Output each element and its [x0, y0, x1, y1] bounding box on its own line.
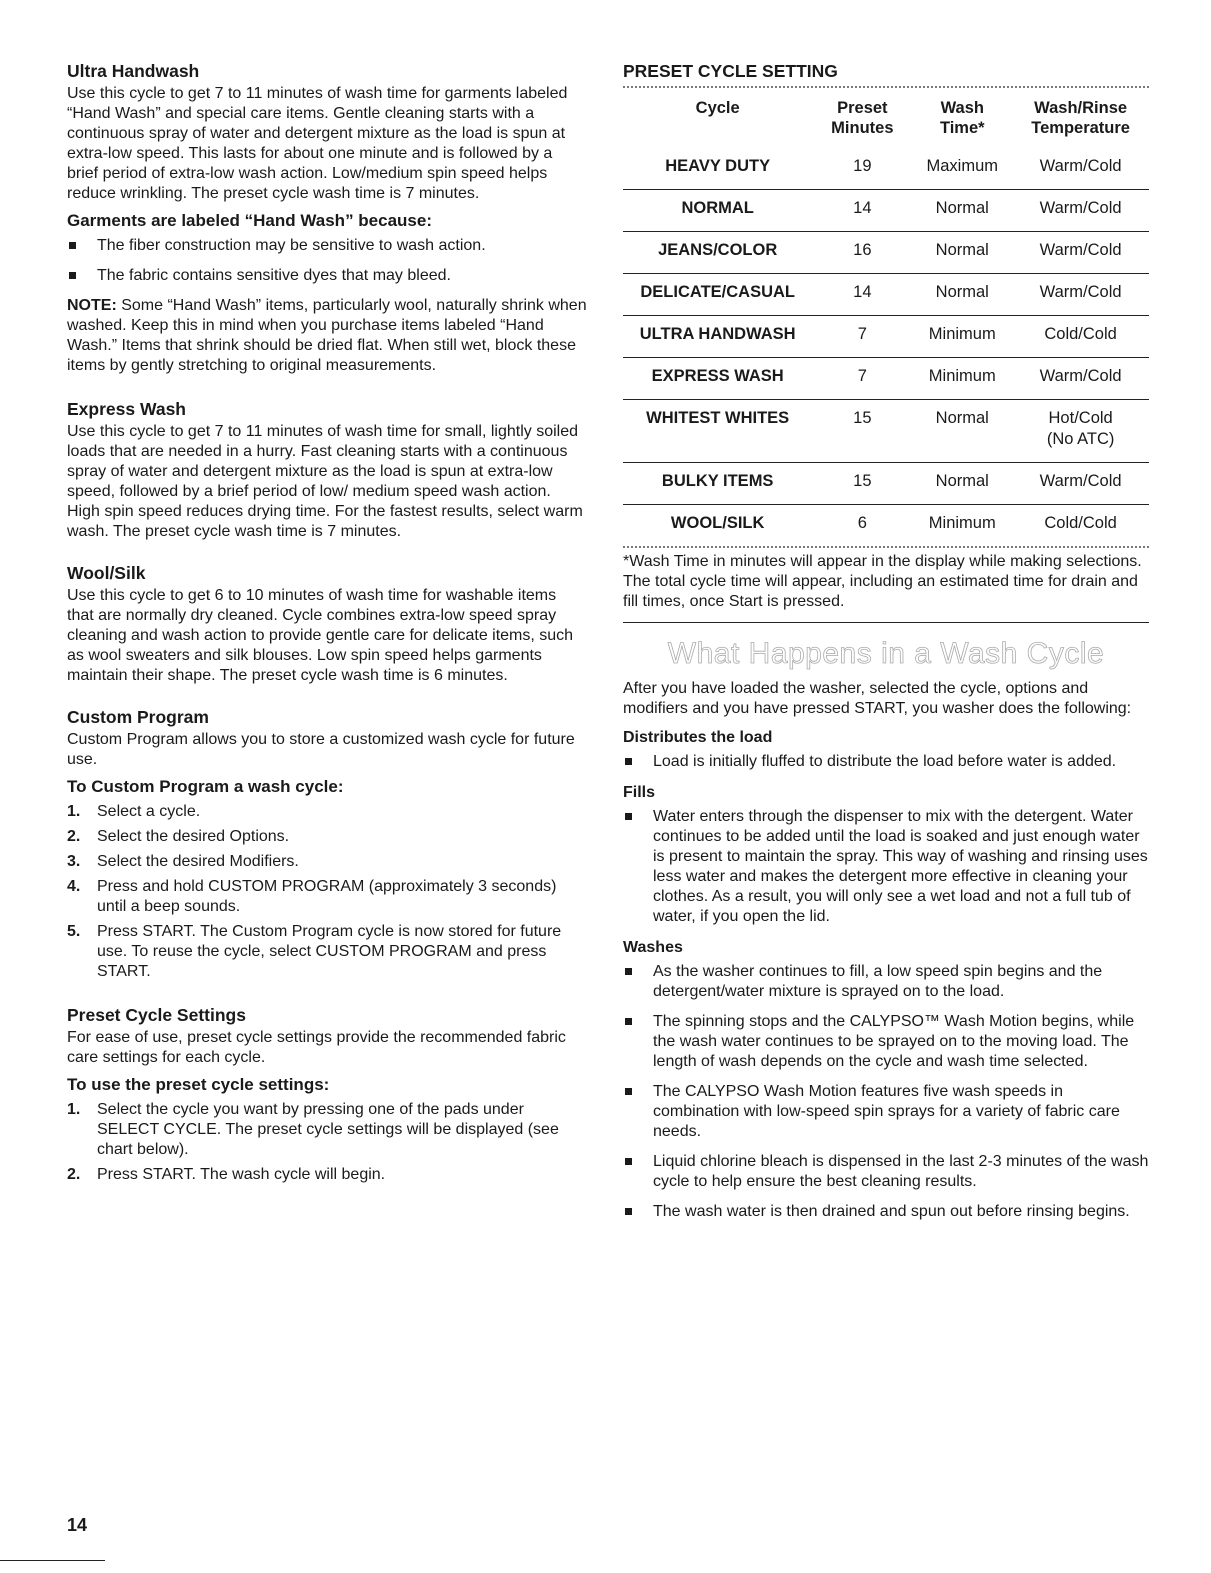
cell-cycle: WOOL/SILK — [670, 514, 765, 532]
table-row — [623, 232, 1149, 274]
cell-temperature: Warm/Cold — [1012, 274, 1149, 316]
list-item: Water enters through the dispenser to mix with the detergent. Water continues to be added until the load is soaked and just enough water is present to maintain the spray. This way of washing and rinsing uses less water and makes the detergent more effective in cleaning your clothes. As a result, you will only see a wet load and not a full tub of water, if you open the lid. — [623, 807, 1149, 927]
table-row — [623, 316, 1149, 358]
wool-silk-heading: Wool/Silk — [67, 563, 146, 583]
table-row — [623, 148, 1149, 190]
col-header-cycle: Cycle — [695, 99, 740, 117]
cell-cycle: BULKY ITEMS — [623, 463, 812, 505]
list-item: As the washer continues to fill, a low speed spin begins and the detergent/water mixture is sprayed on to the load. — [623, 962, 1149, 1002]
cell-preset-minutes: 7 — [812, 316, 912, 358]
note-text: Some “Hand Wash” items, particularly wool, naturally shrink when washed. Keep this in mind when you purchase items labeled “Hand Wash.” Items that shrink should be dried flat. When still wet, block these items by gently stretching to original measurements. — [67, 297, 587, 374]
cell-temperature: Warm/Cold — [1012, 232, 1149, 274]
divider — [623, 546, 1149, 548]
custom-program-section — [67, 706, 587, 982]
washes-list — [623, 962, 1149, 1222]
preset-cycle-table — [623, 92, 1149, 546]
cell-temperature: Cold/Cold — [1012, 316, 1149, 358]
preset-steps — [67, 1100, 587, 1185]
custom-program-heading: Custom Program — [67, 707, 209, 727]
list-item: The wash water is then drained and spun out before rinsing begins. — [623, 1202, 1149, 1222]
ultra-handwash-section — [67, 60, 587, 376]
table-row — [623, 400, 1149, 463]
custom-program-body: Custom Program allows you to store a customized wash cycle for future use. — [67, 731, 575, 768]
cell-preset-minutes: 16 — [812, 232, 912, 274]
col-header-preset-minutes: Preset Minutes — [831, 99, 894, 137]
hand-wash-reasons-heading: Garments are labeled “Hand Wash” because: — [67, 211, 432, 230]
list-item: 4. Press and hold CUSTOM PROGRAM (approximately 3 seconds) until a beep sounds. — [67, 878, 557, 915]
list-item: Liquid chlorine bleach is dispensed in the last 2-3 minutes of the wash cycle to help ensure the best cleaning results. — [623, 1152, 1149, 1192]
list-item: 2. Select the desired Options. — [67, 828, 290, 845]
cell-temperature: Warm/Cold — [1012, 148, 1149, 190]
cell-temperature: Warm/Cold — [1012, 463, 1149, 505]
wool-silk-body: Use this cycle to get 6 to 10 minutes of wash time for washable items that are normally dry cleaned. Cycle combines extra-low speed spray cleaning and wash action to provide gentle care for delicate items, such as wool sweaters and silk blouses. Low spin speed helps garments maintain their shape. The preset cycle wash time is 6 minutes. — [67, 587, 574, 684]
preset-cycle-settings-section — [67, 1004, 587, 1185]
cell-cycle: NORMAL — [623, 190, 812, 232]
cell-temperature: Cold/Cold — [1044, 514, 1117, 532]
cell-preset-minutes: 14 — [812, 190, 912, 232]
cell-preset-minutes: 7 — [812, 358, 912, 400]
table-header — [623, 92, 1149, 148]
list-item: 3. Select the desired Modifiers. — [67, 853, 299, 870]
table-header-row — [623, 92, 1149, 148]
cell-cycle: ULTRA HANDWASH — [623, 316, 812, 358]
note-label: NOTE: — [67, 297, 117, 314]
table-body — [623, 148, 1149, 546]
page-number: 14 — [67, 1515, 88, 1535]
express-wash-heading: Express Wash — [67, 399, 186, 419]
cell-wash-time: Minimum — [928, 514, 996, 532]
preset-table-title: PRESET CYCLE SETTING — [623, 61, 838, 81]
distributes-list — [623, 752, 1149, 772]
fills-list — [623, 807, 1149, 927]
list-item: The spinning stops and the CALYPSO™ Wash Motion begins, while the wash water continues to be sprayed on to the moving load. The length of wash depends on the cycle and wash time selected. — [623, 1012, 1149, 1072]
cell-cycle: DELICATE/CASUAL — [623, 274, 812, 316]
cell-preset-minutes: 19 — [812, 148, 912, 190]
cell-preset-minutes: 6 — [857, 514, 867, 532]
hand-wash-reasons-list — [67, 236, 587, 286]
list-item: 1. Select a cycle. — [67, 803, 201, 820]
cell-temperature: Warm/Cold — [1012, 190, 1149, 232]
divider — [0, 1560, 105, 1561]
list-item: 5. Press START. The Custom Program cycle is now stored for future use. To reuse the cycle, select CUSTOM PROGRAM and press START. — [67, 923, 562, 980]
cell-wash-time: Normal — [912, 463, 1012, 505]
cell-wash-time: Normal — [912, 232, 1012, 274]
preset-steps-heading: To use the preset cycle settings: — [67, 1075, 330, 1094]
table-row — [623, 505, 1149, 547]
col-header-wash-time: Wash Time* — [939, 99, 985, 137]
cell-wash-time: Maximum — [912, 148, 1012, 190]
left-column — [67, 60, 587, 1201]
cell-preset-minutes: 14 — [812, 274, 912, 316]
list-item: The fiber construction may be sensitive to wash action. — [67, 236, 587, 256]
cell-cycle: JEANS/COLOR — [623, 232, 812, 274]
wash-cycle-title: What Happens in a Wash Cycle — [667, 637, 1105, 670]
ultra-handwash-heading: Ultra Handwash — [67, 61, 200, 81]
express-wash-body: Use this cycle to get 7 to 11 minutes of wash time for small, lightly soiled loads that are needed in a hurry. Fast cleaning starts with a continuous spray of water and detergent mixture as the load is spun at extra-low speed, followed by a brief period of low/ medium speed wash action. High spin speed reduces drying time. For the fastest results, select warm wash. The preset cycle wash time is 7 minutes. — [67, 423, 583, 540]
cell-wash-time: Normal — [912, 400, 1012, 463]
table-footnote: *Wash Time in minutes will appear in the display while making selections. The total cycle time will appear, including an estimated time for drain and fill times, once Start is pressed. — [623, 552, 1149, 623]
cell-wash-time: Minimum — [912, 358, 1012, 400]
cell-preset-minutes: 15 — [812, 400, 912, 463]
list-item: The CALYPSO Wash Motion features five wash speeds in combination with low-speed spin sprays for a variety of fabric care needs. — [623, 1082, 1149, 1142]
custom-program-steps-heading: To Custom Program a wash cycle: — [67, 777, 344, 796]
list-item: 1. Select the cycle you want by pressing one of the pads under SELECT CYCLE. The preset cycle settings will be displayed (see chart below). — [67, 1101, 559, 1158]
cell-temperature: Hot/Cold (No ATC) — [1012, 400, 1149, 463]
divider — [623, 86, 1149, 88]
cell-wash-time: Normal — [912, 274, 1012, 316]
cell-wash-time: Minimum — [912, 316, 1012, 358]
preset-cycle-settings-body: For ease of use, preset cycle settings provide the recommended fabric care settings for each cycle. — [67, 1029, 566, 1066]
cell-wash-time: Normal — [912, 190, 1012, 232]
express-wash-section — [67, 398, 587, 542]
list-item: 2. Press START. The wash cycle will begin. — [67, 1166, 386, 1183]
table-row — [623, 358, 1149, 400]
list-item: Load is initially fluffed to distribute the load before water is added. — [623, 752, 1149, 772]
ultra-handwash-note — [67, 296, 587, 376]
table-row — [623, 190, 1149, 232]
cell-cycle: WHITEST WHITES — [623, 400, 812, 463]
table-row — [623, 463, 1149, 505]
list-item: The fabric contains sensitive dyes that may bleed. — [67, 266, 587, 286]
wool-silk-section — [67, 562, 587, 686]
preset-cycle-settings-heading: Preset Cycle Settings — [67, 1005, 246, 1025]
cell-preset-minutes: 15 — [812, 463, 912, 505]
custom-program-steps — [67, 802, 587, 982]
col-header-temperature: Wash/Rinse Temperature — [1031, 99, 1130, 137]
wash-cycle-intro: After you have loaded the washer, selected the cycle, options and modifiers and you have pressed START, you washer does the following: — [623, 680, 1132, 717]
cell-cycle: EXPRESS WASH — [623, 358, 812, 400]
cell-cycle: HEAVY DUTY — [623, 148, 812, 190]
right-column — [623, 60, 1149, 1232]
ultra-handwash-body: Use this cycle to get 7 to 11 minutes of wash time for garments labeled “Hand Wash” and special care items. Gentle cleaning starts with a continuous spray of water and detergent mixture as the load is spun at extra-low speed. This lasts for about one minute and is followed by a brief period of extra-low wash action. Low/medium spin speed helps reduce wrinkling. The preset cycle wash time is 7 minutes. — [67, 85, 568, 202]
distributes-heading: Distributes the load — [623, 729, 773, 746]
table-row — [623, 274, 1149, 316]
washes-heading: Washes — [623, 939, 683, 956]
fills-heading: Fills — [623, 784, 656, 801]
cell-temperature: Warm/Cold — [1012, 358, 1149, 400]
